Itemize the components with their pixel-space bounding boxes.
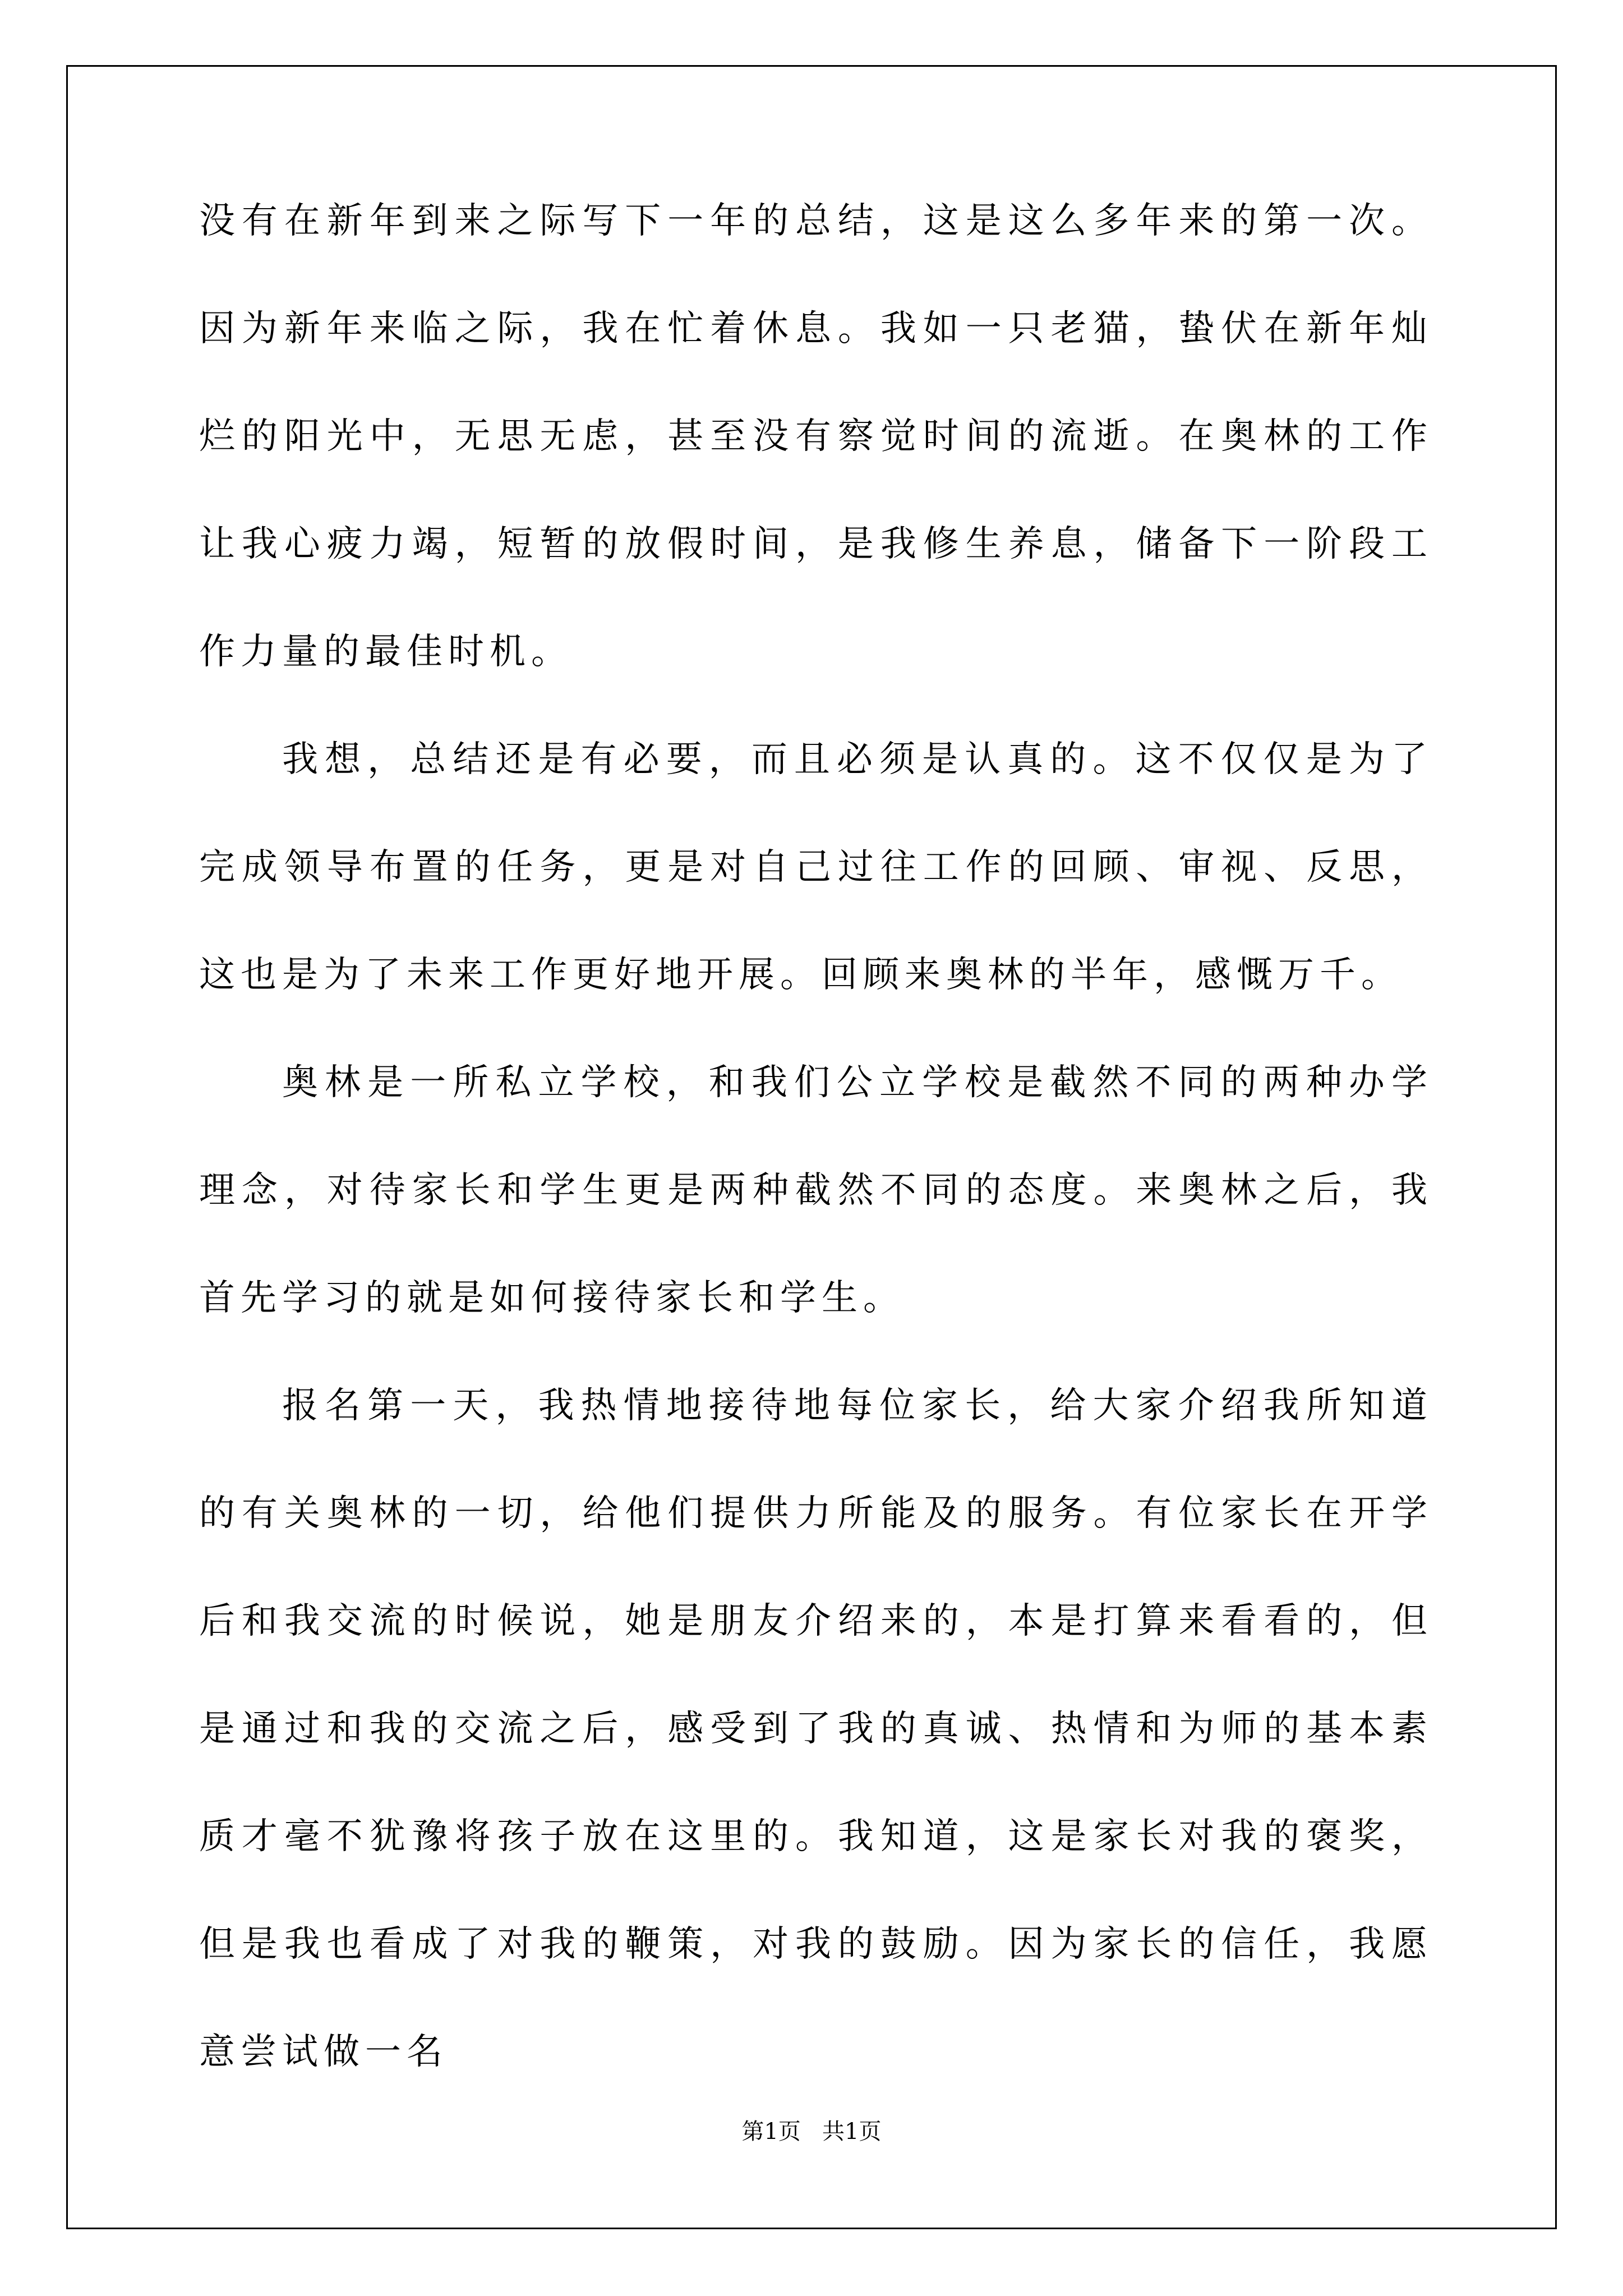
paragraph-2: 我想，总结还是有必要，而且必须是认真的。这不仅仅是为了完成领导布置的任务，更是对自己过往工作的回顾、审视、反思，这也是为了未来工作更好地开展。回顾来奥林的半年，感慨万千。 xyxy=(199,739,1433,996)
paragraph-1: 没有在新年到来之际写下一年的总结，这是这么多年来的第一次。因为新年来临之际，我在忙着休息。我如一只老猫，蛰伏在新年灿烂的阳光中，无思无虑，甚至没有察觉时间的流逝。在奥林的工作让我心疲力竭，短暂的放假时间，是我修生养息，储备下一阶段工作力量的最佳时机。 xyxy=(199,200,1433,673)
page-number-footer: 第1页 共1页 xyxy=(741,2119,882,2145)
document-body xyxy=(199,202,1433,2106)
paragraph-3: 奥林是一所私立学校，和我们公立学校是截然不同的两种办学理念，对待家长和学生更是两种截然不同的态度。来奥林之后，我首先学习的就是如何接待家长和学生。 xyxy=(199,1062,1433,1319)
paragraph-4: 报名第一天，我热情地接待地每位家长，给大家介绍我所知道的有关奥林的一切，给他们提供力所能及的服务。有位家长在开学后和我交流的时候说，她是朋友介绍来的，本是打算来看看的，但是通过和我的交流之后，感受到了我的真诚、热情和为师的基本素质才毫不犹豫将孩子放在这里的。我知道，这是家长对我的褒奖，但是我也看成了对我的鞭策，对我的鼓励。因为家长的信任，我愿意尝试做一名 xyxy=(199,1385,1433,2073)
